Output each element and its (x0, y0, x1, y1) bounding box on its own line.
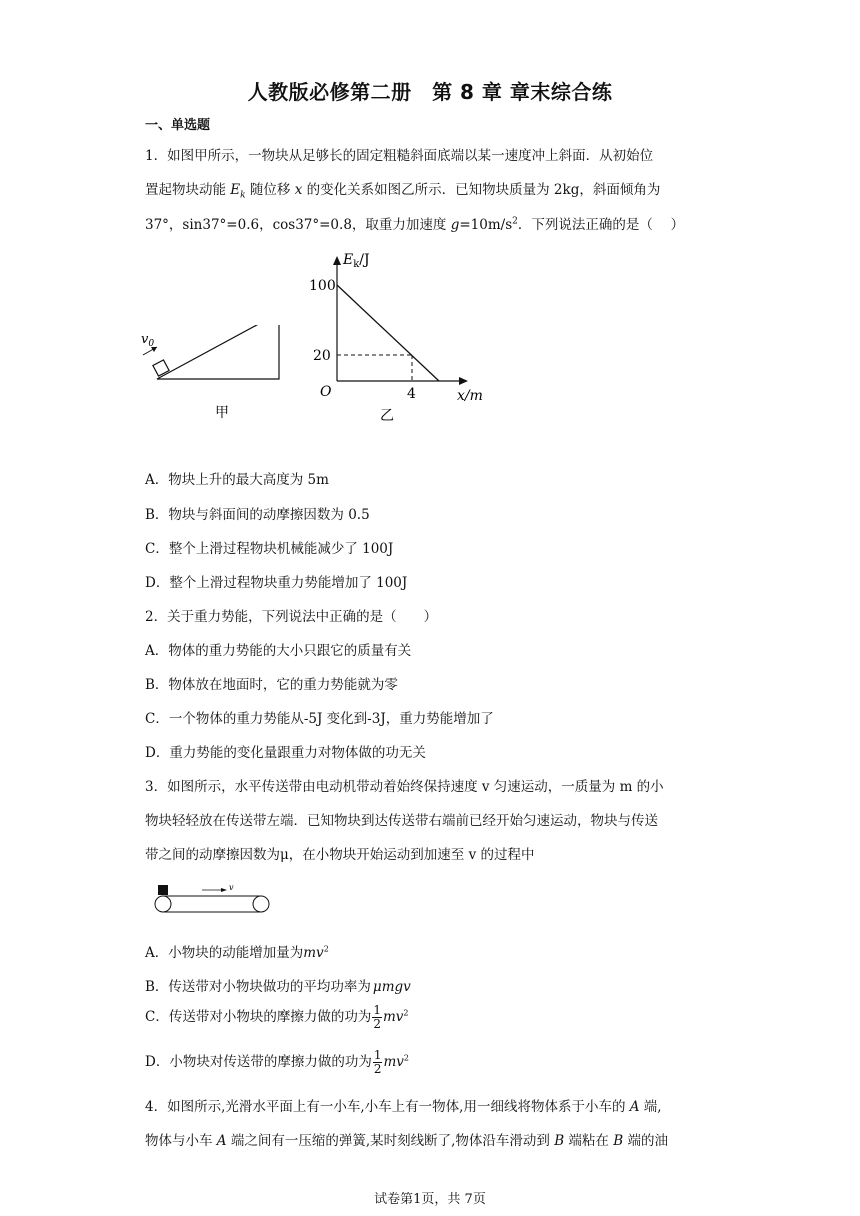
q2-option-d: D．重力势能的变化量跟重力对物体做的功无关 (145, 745, 426, 761)
q1-line2: 置起物块动能 $E_k$ 随位移 x 的变化关系如图乙所示．已知物块质量为 2kg，斜面倾角为 (145, 182, 661, 201)
belt-velocity-label: v (229, 883, 234, 892)
q1-option-d: D．整个上滑过程物块重力势能增加了 100J (145, 575, 408, 591)
ek-x-graph (300, 248, 500, 428)
q3-option-c: C．传送带对小物块的摩擦力做的功为 $\frac{1}{2}$ $mv^2$ (145, 1003, 409, 1031)
q3-line2: 物块轻轻放在传送带左端．已知物块到达传送带右端前已经开始匀速运动，物块与传送 (145, 813, 658, 829)
tick-100: 100 (309, 278, 336, 294)
q3-option-a: A．小物块的动能增加量为$mv^2$ (145, 944, 329, 961)
y-axis-label: $E_k/J$ (343, 252, 370, 270)
q3-option-d: D．小物块对传送带的摩擦力做的功为 $\frac{1}{2}$ $mv^2$ (145, 1048, 409, 1076)
q2-option-c: C．一个物体的重力势能从-5J 变化到-3J，重力势能增加了 (145, 711, 494, 727)
x-axis-label: x/m (457, 388, 483, 404)
ek-line (337, 285, 439, 381)
q3-option-b: B．传送带对小物块做功的平均功率为 μmgv (145, 979, 411, 995)
fig-label-jia: 甲 (215, 405, 229, 421)
incline-figure (135, 325, 295, 425)
tick-20: 20 (313, 348, 331, 364)
q1-option-a: A．物块上升的最大高度为 5m (145, 472, 329, 488)
q4-line1: 4．如图所示,光滑水平面上有一小车,小车上有一物体,用一细线将物体系于小车的 A 端, (145, 1099, 662, 1115)
fraction-half: $\frac{1}{2}$ (373, 1003, 381, 1031)
tick-4: 4 (407, 386, 416, 402)
q1-line3: 37°，sin37°=0.6，cos37°=0.8，取重力加速度 $g=10m/s^2$．下列说法正确的是（ ） (145, 216, 685, 233)
q3-line3: 带之间的动摩擦因数为μ，在小物块开始运动到加速至 v 的过程中 (145, 847, 535, 863)
v0-label: $v_0$ (141, 332, 155, 349)
origin-label: O (320, 384, 332, 400)
section-heading: 一、单选题 (145, 118, 211, 133)
page-title: 人教版必修第二册 第 8 章 章末综合练 (247, 80, 613, 104)
fraction-half: $\frac{1}{2}$ (373, 1048, 382, 1076)
fig-label-yi: 乙 (380, 408, 394, 424)
q1-option-c: C．整个上滑过程物块机械能减少了 100J (145, 541, 394, 557)
conveyor-belt-figure (150, 880, 280, 920)
q1-option-b: B．物块与斜面间的动摩擦因数为 0.5 (145, 507, 370, 523)
page-footer: 试卷第1页，共 7页 (374, 1192, 486, 1207)
q1-line1: 1．如图甲所示，一物块从足够长的固定粗糙斜面底端以某一速度冲上斜面．从初始位 (145, 148, 654, 164)
q2-option-b: B．物体放在地面时，它的重力势能就为零 (145, 677, 398, 693)
q2-stem: 2．关于重力势能，下列说法中正确的是（ ） (145, 609, 438, 625)
q4-line2: 物体与小车 A 端之间有一压缩的弹簧,某时刻线断了,物体沿车滑动到 B 端粘在 B 端的油 (145, 1133, 668, 1149)
q2-option-a: A．物体的重力势能的大小只跟它的质量有关 (145, 643, 412, 659)
q3-line1: 3．如图所示，水平传送带由电动机带动着始终保持速度 v 匀速运动，一质量为 m 的小 (145, 779, 664, 795)
